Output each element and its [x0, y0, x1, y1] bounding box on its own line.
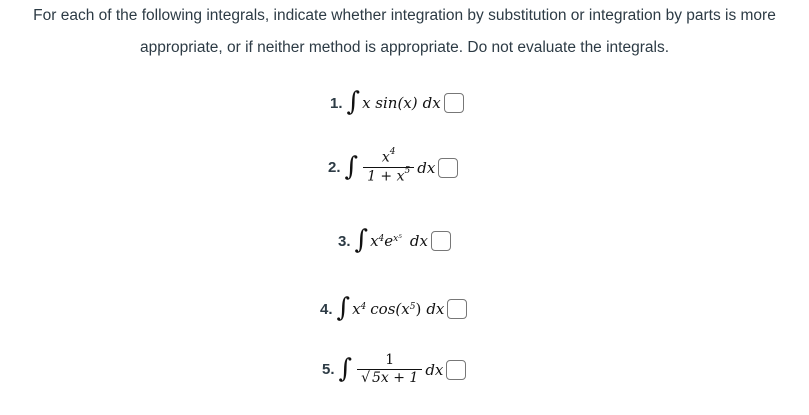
problem-number: 3.: [338, 232, 351, 250]
integral-sign-icon: ∫: [344, 151, 359, 182]
answer-box-2[interactable]: [438, 158, 458, 178]
integral-sign-icon: ∫: [346, 87, 361, 117]
cos-exponent: 5: [409, 302, 416, 312]
problem-4: [320, 293, 467, 323]
denominator-exponent: 5: [404, 166, 411, 177]
answer-box-3[interactable]: [431, 231, 451, 251]
term-base-x: x: [370, 232, 379, 250]
instructions: [0, 0, 809, 64]
differential: dx: [426, 300, 445, 318]
problem-number: 4.: [320, 300, 333, 318]
fraction: [363, 149, 414, 186]
problem-number: 5.: [322, 361, 335, 379]
cos-close: ): [415, 300, 422, 318]
answer-box-5[interactable]: [446, 360, 466, 380]
instructions-line-2: appropriate, or if neither method is appropriate. Do not evaluate the integrals.: [139, 39, 670, 56]
problem-1: [330, 87, 464, 117]
problem-3: [338, 225, 451, 255]
term-base-e: e: [384, 232, 394, 250]
cos-function: cos(x: [370, 300, 410, 318]
integral-sign-icon: ∫: [338, 353, 353, 384]
differential: dx: [417, 158, 436, 177]
term-exponent-4: 4: [378, 234, 385, 244]
differential: dx: [409, 232, 428, 250]
radicand: 5x + 1: [371, 370, 419, 387]
fraction: [357, 352, 422, 388]
sqrt-icon: √: [361, 370, 370, 387]
term-exponent-x5: x⁵: [393, 234, 402, 244]
problem-number: 2.: [328, 159, 341, 177]
problem-number: 1.: [330, 94, 343, 112]
answer-box-1[interactable]: [444, 93, 464, 113]
denominator: 1 + x: [367, 168, 405, 185]
term-base-x: x: [352, 300, 361, 318]
integrand: x sin(x): [362, 94, 418, 112]
problem-2: [328, 149, 458, 186]
term-exponent-4: 4: [360, 302, 367, 312]
numerator-exponent: 4: [389, 147, 396, 157]
problem-5: [322, 352, 466, 388]
instructions-line-1: For each of the following integrals, indicate whether integration by substitution or integration by parts is more: [33, 7, 776, 24]
numerator: 1: [385, 352, 395, 368]
differential: dx: [422, 94, 441, 112]
integral-sign-icon: ∫: [354, 225, 369, 255]
numerator: x: [381, 149, 390, 166]
answer-box-4[interactable]: [447, 299, 467, 319]
integral-sign-icon: ∫: [336, 293, 351, 323]
differential: dx: [425, 360, 444, 379]
